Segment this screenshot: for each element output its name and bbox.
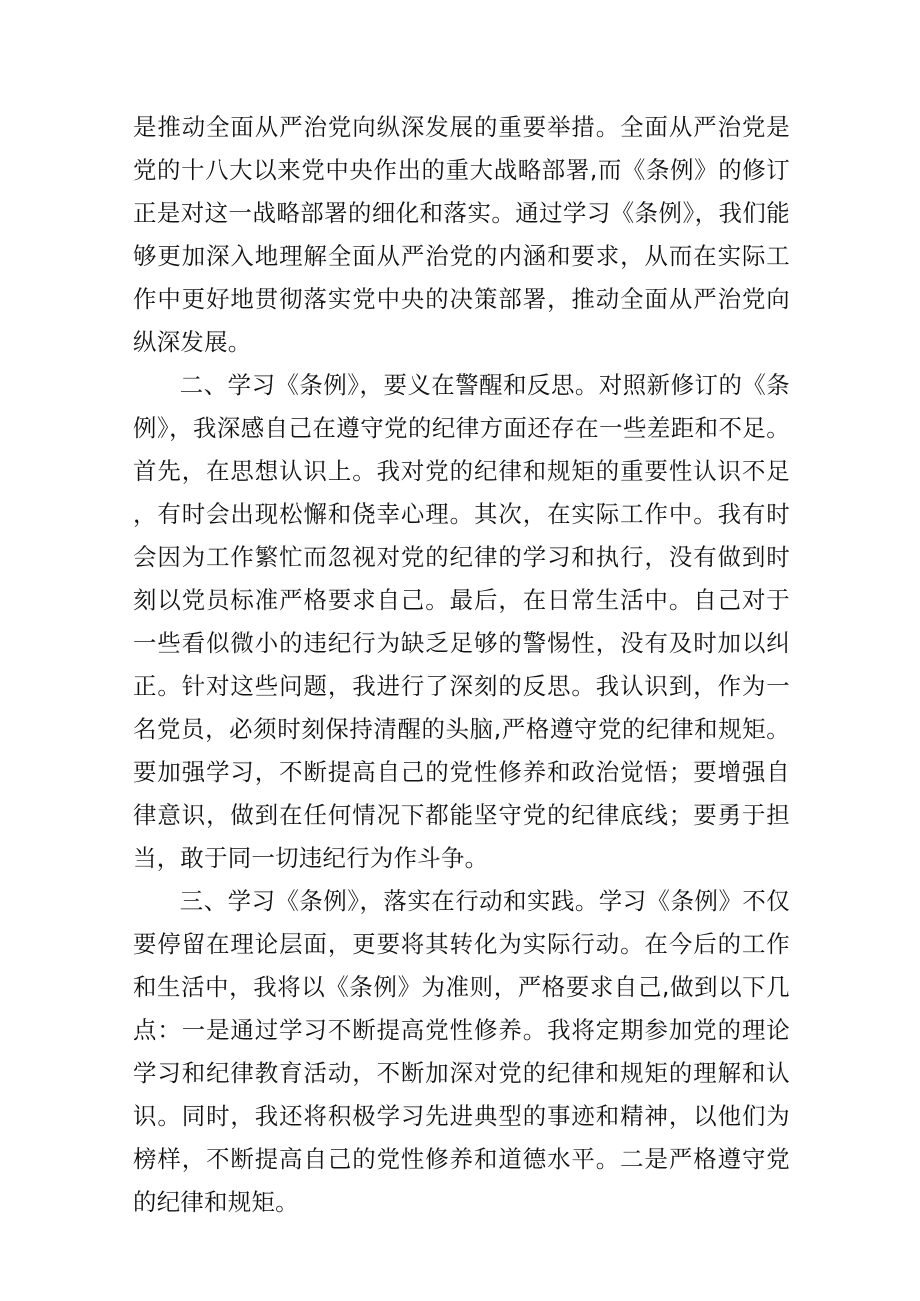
paragraph-section-two: 二、学习《条例》，要义在警醒和反思。对照新修订的《条例》，我深感自己在遵守党的纪律方面还存在一些差距和不足。首先，在思想认识上。我对党的纪律和规矩的重要性认识不足，有时会出现松懈和侥幸心理。其次，在实际工作中。我有时会因为工作繁忙而忽视对党的纪律的学习和执行，没有做到时刻以党员标准严格要求自己。最后，在日常生活中。自己对于一些看似微小的违纪行为缺乏足够的警惕性，没有及时加以纠正。针对这些问题，我进行了深刻的反思。我认识到，作为一名党员，必须时刻保持清醒的头脑,严格遵守党的纪律和规矩。要加强学习，不断提高自己的党性修养和政治觉悟；要增强自律意识，做到在任何情况下都能坚守党的纪律底线；要勇于担当，敢于同一切违纪行为作斗争。 <box>133 371 790 872</box>
paragraph-continuation: 是推动全面从严治党向纵深发展的重要举措。全面从严治党是党的十八大以来党中央作出的重大战略部署,而《条例》的修订正是对这一战略部署的细化和落实。通过学习《条例》，我们能够更加深入地理解全面从严治党的内涵和要求，从而在实际工作中更好地贯彻落实党中央的决策部署，推动全面从严治党向纵深发展。 <box>133 113 790 356</box>
document-body <box>133 106 790 1224</box>
paragraph-section-three: 三、学习《条例》，落实在行动和实践。学习《条例》不仅要停留在理论层面，更要将其转化为实际行动。在今后的工作和生活中，我将以《条例》为准则，严格要求自己,做到以下几点：一是通过学习不断提高党性修养。我将定期参加党的理论学习和纪律教育活动，不断加深对党的纪律和规矩的理解和认识。同时，我还将积极学习先进典型的事迹和精神，以他们为榜样，不断提高自己的党性修养和道德水平。二是严格遵守党的纪律和规矩。 <box>133 887 790 1216</box>
